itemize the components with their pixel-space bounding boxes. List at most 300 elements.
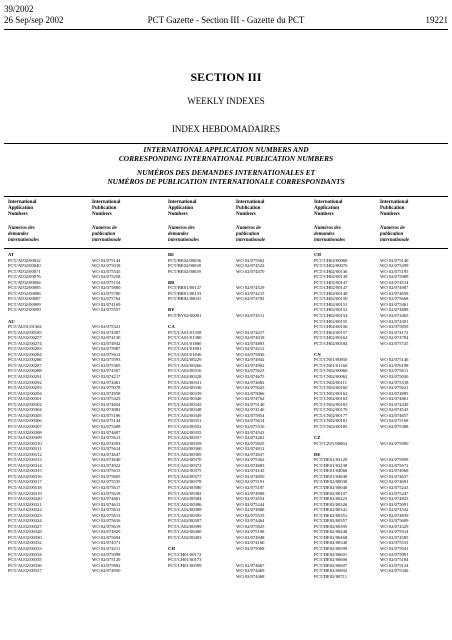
application-number: PCT/AU02/00286 — [8, 357, 42, 363]
publication-number: WO 02/074922 — [92, 462, 121, 468]
application-number: PCT/DE02/00540 — [314, 540, 348, 546]
publication-number: WO 02/075672 — [380, 462, 409, 468]
application-number: PCT/AU02/00293 — [8, 385, 42, 391]
publication-number: WO 02/075144 — [92, 257, 121, 263]
publication-number: WO 02/075859 — [380, 324, 409, 330]
table-header-rule — [4, 248, 448, 249]
application-number: PCT/BR01/00127 — [168, 285, 202, 291]
colhead-app-2: International Application Numbers Numéros des demandes internationales — [168, 200, 200, 243]
country-code: CZ — [314, 435, 321, 441]
publication-number: WO 02/075321 — [92, 324, 121, 330]
application-number: PCT/CH01/00172 — [168, 551, 202, 557]
application-number: PCT/CA02/00380 — [168, 484, 202, 490]
publication-number: WO 02/075623 — [236, 385, 265, 391]
application-number: PCT/AU02/00335 — [8, 557, 42, 563]
country-code: CH — [314, 252, 321, 257]
application-number: PCT/CA02/00386 — [168, 501, 202, 507]
publication-number: WO 02/075621 — [380, 385, 409, 391]
application-number: PCT/CA02/00384 — [168, 496, 202, 502]
publication-number: WO 02/075346 — [380, 568, 409, 574]
publication-number: WO 02/074585 — [380, 534, 409, 540]
application-number: PCT/AU02/00294 — [8, 390, 42, 396]
application-number: PCT/AU02/00304 — [8, 407, 42, 413]
country-code: CH — [168, 545, 175, 551]
application-number: PCT/CN01/01160 — [314, 362, 348, 368]
publication-number: WO 02/075612 — [92, 507, 121, 513]
application-number: PCT/CN02/00163 — [314, 396, 348, 402]
application-number: PCT/CA02/00351 — [168, 418, 202, 424]
publication-number: WO 02/075124 — [380, 562, 409, 568]
publication-number: WO 02/075184 — [380, 557, 409, 563]
publication-number: WO 02/075557 — [92, 307, 121, 313]
publication-number: WO 02/074212 — [236, 346, 265, 352]
application-number: PCT/AU02/00315 — [8, 468, 42, 474]
publication-number: WO 02/075247 — [380, 490, 409, 496]
application-number: PCT/AU02/00333 — [8, 545, 42, 551]
application-number: PCT/CA02/00340 — [168, 396, 202, 402]
publication-number: WO 02/075244 — [236, 501, 265, 507]
application-number: PCT/AU02/00287 — [8, 362, 42, 368]
application-number: PCT/CA02/00355 — [168, 429, 202, 435]
application-number: PCT/AU02/00334 — [8, 551, 42, 557]
publication-number: WO 02/075195 — [380, 268, 409, 274]
application-number: PCT/AU02/00288 — [8, 368, 42, 374]
application-number: PCT/AU02/00323 — [8, 512, 42, 518]
publication-number: WO 02/074948 — [236, 534, 265, 540]
application-number: PCT/AU01/01362 — [8, 324, 42, 330]
publication-number: WO 02/074908 — [236, 490, 265, 496]
application-number: PCT/AT02/00090 — [8, 307, 41, 313]
application-number: PCT/AT02/00040 — [8, 263, 41, 269]
application-number: PCT/CN02/00162 — [314, 390, 348, 396]
publication-number: WO 02/075914 — [380, 529, 409, 535]
publication-number: WO 02/074675 — [236, 374, 265, 380]
subtitle-top-rule — [4, 143, 448, 144]
application-number: PCT/AU02/00284 — [8, 351, 42, 357]
application-number: PCT/CN02/00181 — [314, 418, 348, 424]
publication-number: WO 02/074647 — [92, 451, 121, 457]
application-number: PCT/CA02/00360 — [168, 446, 202, 452]
publication-number: WO 02/074658 — [380, 290, 409, 296]
application-number: PCT/CN02/00160 — [314, 385, 348, 391]
publication-number: WO 02/074417 — [236, 329, 265, 335]
publication-number: WO 02/075388 — [380, 423, 409, 429]
pub-numbers-column-1 — [92, 252, 120, 574]
publication-number: WO 02/075593 — [92, 357, 121, 363]
application-number: PCT/DE01/04840 — [314, 473, 348, 479]
publication-number: WO 02/074130 — [92, 335, 121, 341]
application-number: PCT/CA02/00359 — [168, 440, 202, 446]
publication-number: WO 02/075615 — [92, 468, 121, 474]
publication-number: WO 02/075609 — [380, 518, 409, 524]
publication-number: WO 02/074543 — [236, 429, 265, 435]
application-number: PCT/CA02/00375 — [168, 468, 202, 474]
application-number: PCT/CA02/00352 — [168, 423, 202, 429]
publication-number: WO 02/074782 — [236, 296, 265, 302]
publication-number: WO 02/074691 — [380, 479, 409, 485]
subtitle-en-1: INTERNATIONAL APPLICATION NUMBERS AND — [143, 145, 309, 154]
publication-number: WO 02/074640 — [92, 457, 121, 463]
publication-number: WO 02/075066 — [236, 390, 265, 396]
application-number: PCT/CH01/00599 — [168, 562, 202, 568]
application-number: PCT/CN01/00850 — [314, 357, 348, 363]
publication-number: WO 02/075140 — [380, 257, 409, 263]
application-number: PCT/AU02/00291 — [8, 374, 42, 380]
application-number: PCT/DE01/04068 — [314, 468, 348, 474]
application-number: PCT/CH02/00162 — [314, 335, 348, 341]
publication-number: WO 02/075316 — [236, 423, 265, 429]
application-number: PCT/AU02/00257 — [8, 335, 42, 341]
publication-number: WO 02/075154 — [92, 279, 121, 285]
publication-number: WO 02/074543 — [380, 407, 409, 413]
publication-number: WO 02/074812 — [236, 446, 265, 452]
application-number: PCT/AT02/00071 — [8, 268, 41, 274]
publication-number: WO 02/074169 — [92, 301, 121, 307]
publication-number: WO 02/075989 — [380, 274, 409, 280]
app-numbers-column-1 — [8, 252, 42, 574]
publication-number: WO 02/075078 — [92, 385, 121, 391]
publication-number: WO 02/075362 — [236, 457, 265, 463]
application-number: PCT/AU02/00274 — [8, 340, 42, 346]
publication-number: WO 02/075991 — [380, 551, 409, 557]
application-number: PCT/AU02/00328 — [8, 529, 42, 535]
gazette-title: PCT Gazette - Section III - Gazette du PCT — [147, 15, 305, 25]
application-number: PCT/DE02/00326 — [314, 501, 348, 507]
publication-number: WO 02/075091 — [380, 501, 409, 507]
publication-number: WO 02/075616 — [92, 518, 121, 524]
application-number: PCT/CH02/00151 — [314, 301, 348, 307]
publication-number: WO 02/074839 — [380, 512, 409, 518]
publication-number: WO 02/075668 — [380, 296, 409, 302]
publication-number: WO 02/075825 — [236, 440, 265, 446]
publication-number: WO 02/075545 — [92, 268, 121, 274]
issue-number: 39/2002 — [4, 4, 34, 14]
publication-number: WO 02/074503 — [92, 440, 121, 446]
application-number: PCT/DE02/00341 — [314, 507, 348, 513]
application-number: PCT/DE01/03129 — [314, 457, 348, 463]
application-number: PCT/CA01/01846 — [168, 351, 202, 357]
publication-number: WO 02/075030 — [380, 374, 409, 380]
publication-number: WO 02/075243 — [380, 484, 409, 490]
application-number: PCT/AU02/00324 — [8, 518, 42, 524]
table-top-rule — [4, 196, 448, 197]
application-number: PCT/DE02/00692 — [314, 568, 348, 574]
publication-number: WO 02/074262 — [236, 435, 265, 441]
publication-number: WO 02/075299 — [380, 263, 409, 269]
publication-number: WO 02/075611 — [380, 368, 409, 374]
publication-number: WO 02/074461 — [92, 379, 121, 385]
application-number: PCT/AU02/00316 — [8, 473, 42, 479]
publication-number: WO 02/075694 — [92, 534, 121, 540]
publication-number: WO 02/074850 — [236, 473, 265, 479]
publication-number: WO 02/074607 — [92, 429, 121, 435]
application-number: PCT/BE02/00038 — [168, 263, 201, 269]
application-number: PCT/DE02/00040 — [314, 484, 348, 490]
application-number: PCT/CA02/00382 — [168, 490, 202, 496]
application-number: PCT/AU02/00330 — [8, 534, 42, 540]
publication-number: WO 02/074567 — [92, 368, 121, 374]
application-number: PCT/AT02/00086 — [8, 290, 41, 296]
application-number: PCT/CA02/00395 — [168, 512, 202, 518]
application-number: PCT/DE02/00107 — [314, 490, 348, 496]
application-number: PCT/AU02/00321 — [8, 501, 42, 507]
application-number: PCT/CA02/00403 — [168, 534, 202, 540]
publication-number: WO 02/075187 — [236, 484, 265, 490]
publication-number: WO 02/074217 — [92, 374, 121, 380]
publication-number: WO 02/074571 — [92, 540, 121, 546]
application-number: PCT/CA02/00357 — [168, 435, 202, 441]
subtitle-en-2: CORRESPONDING INTERNATIONAL PUBLICATION NUMBERS — [118, 154, 334, 163]
publication-number: WO 02/075941 — [380, 545, 409, 551]
application-number: PCT/DE02/00601 — [314, 551, 348, 557]
publication-number: WO 02/075900 — [380, 440, 409, 446]
publication-number: WO 02/074942 — [236, 357, 265, 363]
publication-number: WO 02/075899 — [380, 457, 409, 463]
publication-number: WO 02/074554 — [236, 496, 265, 502]
publication-number: WO 02/075825 — [236, 523, 265, 529]
publication-number: WO 02/074637 — [380, 473, 409, 479]
publication-number: WO 02/075186 — [92, 412, 121, 418]
publication-number: WO 02/074463 — [380, 313, 409, 319]
publication-number: WO 02/075068 — [236, 545, 265, 551]
application-number: PCT/CH02/00156 — [314, 324, 348, 330]
publication-number: WO 02/075764 — [92, 296, 121, 302]
application-number: PCT/CH02/00147 — [314, 279, 348, 285]
application-number: PCT/AU02/00311 — [8, 446, 42, 452]
application-number: PCT/DE02/00468 — [314, 534, 348, 540]
publication-number: WO 02/074511 — [236, 313, 265, 319]
application-number: PCT/CH01/00173 — [168, 557, 202, 563]
publication-number: WO 02/074661 — [92, 496, 121, 502]
publication-number: WO 02/075854 — [236, 412, 265, 418]
application-number: PCT/AU02/00319 — [8, 490, 42, 496]
publication-number: WO 02/074529 — [236, 285, 265, 291]
publication-number: WO 02/074301 — [380, 318, 409, 324]
application-number: PCT/AT02/00022 — [8, 257, 41, 263]
application-number: PCT/AU02/00322 — [8, 507, 42, 513]
publication-number: WO 02/074470 — [236, 268, 265, 274]
publication-number: WO 02/075725 — [380, 340, 409, 346]
application-number: PCT/DE02/00351 — [314, 512, 348, 518]
index-hebdo-title: INDEX HEBDOMADAIRES — [171, 124, 281, 134]
application-number: PCT/CH02/00150 — [314, 296, 348, 302]
publication-number: WO 02/075198 — [236, 529, 265, 535]
publication-number: WO 02/074968 — [380, 468, 409, 474]
application-number: PCT/BR02/00041 — [168, 296, 202, 302]
header-rule — [4, 29, 448, 30]
application-number: PCT/AT02/00085 — [8, 285, 41, 291]
publication-number: WO 02/075613 — [92, 435, 121, 441]
country-code: BR — [168, 279, 175, 285]
colhead-app-1: International Application Numbers Numéros des demandes internationales — [8, 200, 40, 243]
publication-number: WO 02/074808 — [380, 307, 409, 313]
application-number: PCT/BE02/00039 — [168, 268, 201, 274]
application-number: PCT/CA02/00399 — [168, 523, 202, 529]
application-number: PCT/DE02/00599 — [314, 545, 348, 551]
publication-number: WO 02/074762 — [236, 396, 265, 402]
section-title: SECTION III — [190, 70, 262, 84]
application-number: PCT/BR01/00133 — [168, 290, 202, 296]
publication-number: WO 02/075987 — [92, 346, 121, 352]
publication-number: WO 02/074612 — [92, 501, 121, 507]
application-number: PCT/AT02/00087 — [8, 296, 41, 302]
application-number: PCT/CN02/00177 — [314, 412, 348, 418]
publication-number: WO 02/074468 — [236, 573, 265, 579]
application-number: PCT/CA01/01800 — [168, 340, 202, 346]
application-number: PCT/CA02/00328 — [168, 374, 202, 380]
application-number: PCT/AU02/00337 — [8, 568, 42, 574]
country-code: BE — [168, 252, 175, 257]
application-number: PCT/CN02/00062 — [314, 374, 348, 380]
publication-number: WO 02/075144 — [92, 418, 121, 424]
publication-number: WO 02/075408 — [92, 423, 121, 429]
application-number: PCT/BY02/00001 — [168, 313, 202, 319]
page-header — [4, 4, 448, 26]
application-number: PCT/CA02/00372 — [168, 462, 202, 468]
application-number: PCT/CA02/00266 — [168, 362, 202, 368]
publication-number: WO 02/075461 — [380, 301, 409, 307]
publication-number: WO 02/074172 — [380, 329, 409, 335]
application-number: PCT/CN02/00060 — [314, 368, 348, 374]
application-number: PCT/AU02/00336 — [8, 562, 42, 568]
application-number: PCT/CH02/00155 — [314, 318, 348, 324]
publication-number: WO 02/075535 — [236, 512, 265, 518]
pub-numbers-column-2 — [236, 252, 264, 579]
colhead-pub-3: International Publication Numbers Numéros de publication internationale — [380, 200, 410, 243]
application-number: PCT/CA02/00331 — [168, 379, 202, 385]
application-number: PCT/CH02/00148 — [314, 290, 348, 296]
publication-number: WO 02/074307 — [92, 329, 121, 335]
application-number: PCT/DE01/03238 — [314, 462, 348, 468]
application-number: PCT/AU02/00318 — [8, 484, 42, 490]
colhead-pub-1: International Publication Numbers Numéros de publication internationale — [92, 200, 122, 243]
application-number: PCT/CN02/00111 — [314, 379, 348, 385]
application-number: PCT/CH02/00070 — [314, 263, 348, 269]
application-number: PCT/BE02/00036 — [168, 257, 201, 263]
application-number: PCT/DE02/00357 — [314, 518, 348, 524]
application-number: PCT/CA01/01358 — [168, 329, 202, 335]
application-number: PCT/AU02/00307 — [8, 423, 42, 429]
application-number: PCT/CN02/00185 — [314, 423, 348, 429]
application-number: PCT/AU02/00310 — [8, 440, 42, 446]
application-number: PCT/CH02/00139 — [314, 274, 348, 280]
publication-number: WO 02/074987 — [380, 285, 409, 291]
publication-number: WO 02/074902 — [236, 362, 265, 368]
publication-number: WO 02/075613 — [92, 512, 121, 518]
application-number: PCT/CH02/00068 — [314, 257, 348, 263]
publication-number: WO 02/074682 — [236, 379, 265, 385]
publication-number: WO 02/074683 — [236, 462, 265, 468]
publication-number: WO 02/074469 — [236, 568, 265, 574]
application-number: PCT/AU02/00327 — [8, 523, 42, 529]
publication-number: WO 02/075836 — [236, 351, 265, 357]
country-code: AU — [8, 318, 15, 324]
application-number: PCT/CN02/00165 — [314, 401, 348, 407]
application-number: PCT/AU02/00332 — [8, 540, 42, 546]
application-number: PCT/CH02/00154 — [314, 313, 348, 319]
application-number: PCT/AU02/00317 — [8, 479, 42, 485]
publication-number: WO 02/075612 — [92, 351, 121, 357]
application-number: PCT/AU02/00185 — [8, 329, 42, 335]
publication-number: WO 02/075365 — [92, 362, 121, 368]
application-number: PCT/AU02/00283 — [8, 346, 42, 352]
application-number: PCT/AU02/00308 — [8, 429, 42, 435]
publication-number: WO 02/074449 — [380, 401, 409, 407]
publication-number: WO 02/074667 — [236, 562, 265, 568]
publication-number: WO 02/075140 — [236, 401, 265, 407]
subtitle-fr-2: NUMÉROS DE PUBLICATION INTERNATIONALE CORRESPONDANTS — [107, 177, 345, 186]
publication-number: WO 02/074885 — [380, 390, 409, 396]
publication-number: WO 02/075623 — [236, 368, 265, 374]
publication-number: WO 02/075318 — [380, 379, 409, 385]
application-number: PCT/CA02/00378 — [168, 479, 202, 485]
application-number: PCT/CA02/00400 — [168, 529, 202, 535]
application-number: PCT/AU02/00306 — [8, 418, 42, 424]
application-number: PCT/AU02/00302 — [8, 401, 42, 407]
country-code: CA — [168, 324, 175, 330]
publication-number: WO 02/076198 — [380, 362, 409, 368]
publication-number: WO 02/074883 — [236, 340, 265, 346]
publication-number: WO 02/074542 — [380, 507, 409, 513]
application-number: PCT/CH02/00157 — [314, 329, 348, 335]
pub-numbers-column-3 — [380, 252, 408, 574]
publication-number: WO 02/074888 — [236, 507, 265, 513]
application-number: PCT/CA02/00345 — [168, 401, 202, 407]
publication-number: WO 02/074514 — [380, 279, 409, 285]
application-number: PCT/AT02/00089 — [8, 301, 41, 307]
publication-number: WO 02/074982 — [92, 407, 121, 413]
application-number: PCT/CH02/00152 — [314, 307, 348, 313]
application-number: PCT/AT02/00084 — [8, 279, 41, 285]
publication-number: WO 02/075531 — [380, 540, 409, 546]
publication-number: WO 02/074950 — [92, 568, 121, 574]
colhead-pub-2: International Publication Numbers Numéros de publication internationale — [236, 200, 266, 243]
publication-number: WO 02/074211 — [92, 545, 121, 551]
application-number: PCT/CH02/00184 — [314, 340, 348, 346]
application-number: PCT/DE02/00223 — [314, 496, 348, 502]
app-numbers-column-3 — [314, 252, 347, 579]
publication-number: WO 02/074829 — [92, 529, 121, 535]
application-number: PCT/CA01/01380 — [168, 335, 202, 341]
application-number: PCT/DE02/00606 — [314, 557, 348, 563]
publication-number: WO 02/075802 — [92, 562, 121, 568]
publication-number: WO 02/075619 — [92, 523, 121, 529]
weekly-indexes-title: WEEKLY INDEXES — [187, 96, 265, 106]
publication-number: WO 02/075120 — [92, 557, 121, 563]
publication-number: WO 02/074160 — [236, 540, 265, 546]
application-number: PCT/CZ01/00064 — [314, 440, 347, 446]
publication-number: WO 02/075780 — [92, 290, 121, 296]
application-number: PCT/CA02/00229 — [168, 357, 202, 363]
publication-number: WO 02/075258 — [92, 274, 121, 280]
application-number: PCT/AU02/00292 — [8, 379, 42, 385]
publication-number: WO 02/075168 — [380, 418, 409, 424]
application-number: PCT/CN02/00170 — [314, 407, 348, 413]
application-number: PCT/AU02/00314 — [8, 462, 42, 468]
publication-number: WO 02/074654 — [92, 401, 121, 407]
application-number: PCT/CA02/00336 — [168, 385, 202, 391]
application-number: PCT/CA02/00397 — [168, 518, 202, 524]
page-number: 19221 — [425, 15, 448, 25]
application-number: PCT/AU02/00309 — [8, 435, 42, 441]
country-code: BY — [168, 307, 175, 313]
publication-number: WO 02/074823 — [380, 496, 409, 502]
publication-number: WO 02/075098 — [92, 551, 121, 557]
application-number: PCT/CA02/00369 — [168, 451, 202, 457]
publication-number: WO 02/074146 — [236, 407, 265, 413]
application-number: PCT/CA02/00349 — [168, 412, 202, 418]
publication-number: WO 02/074784 — [380, 335, 409, 341]
